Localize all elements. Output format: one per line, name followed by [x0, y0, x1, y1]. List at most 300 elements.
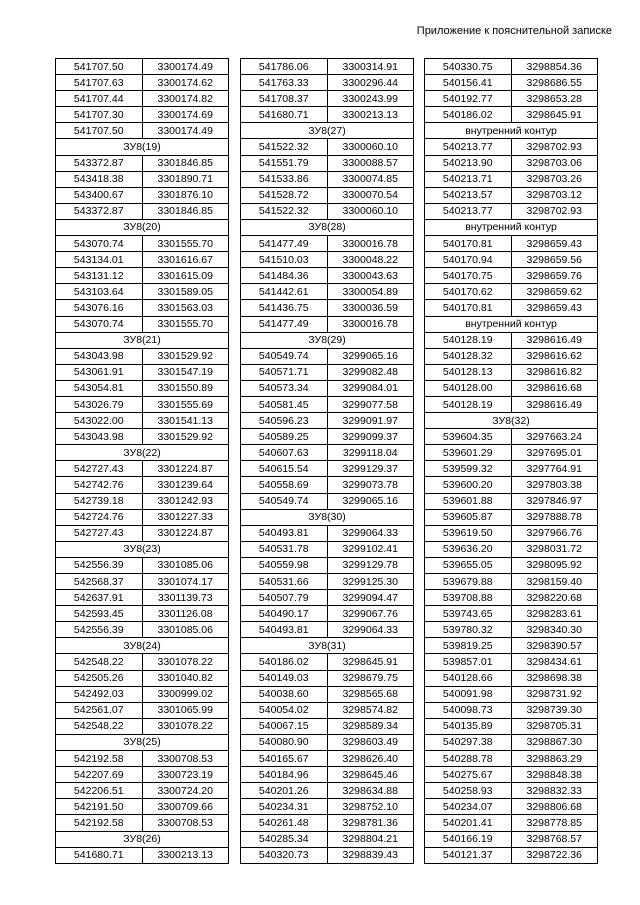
table-row	[56, 316, 229, 332]
x-coordinate-cell: 541477.49	[241, 316, 328, 332]
y-coordinate-cell: 3299129.78	[327, 557, 414, 573]
x-coordinate-cell: 540234.07	[425, 799, 512, 815]
y-coordinate-cell: 3301239.64	[142, 477, 229, 493]
table-row	[241, 574, 414, 590]
x-coordinate-cell: 539605.87	[425, 509, 512, 525]
x-coordinate-cell: 540213.77	[425, 139, 512, 155]
table-row	[425, 284, 598, 300]
x-coordinate-cell: 540128.13	[425, 364, 512, 380]
y-coordinate-cell: 3298565.68	[327, 686, 414, 702]
y-coordinate-cell: 3300296.44	[327, 75, 414, 91]
section-header-row	[241, 332, 414, 348]
y-coordinate-cell: 3298698.38	[511, 670, 598, 686]
table-row	[241, 364, 414, 380]
y-coordinate-cell: 3300213.13	[327, 107, 414, 123]
table-row	[56, 348, 229, 364]
x-coordinate-cell: 540170.75	[425, 268, 512, 284]
section-label: внутренний контур	[425, 123, 598, 139]
table-row	[241, 139, 414, 155]
table-row	[56, 702, 229, 718]
table-row	[241, 107, 414, 123]
x-coordinate-cell: 540128.19	[425, 332, 512, 348]
x-coordinate-cell: 539780.32	[425, 622, 512, 638]
table-row	[425, 59, 598, 75]
table-row	[241, 59, 414, 75]
table-row	[241, 461, 414, 477]
section-header-row	[56, 219, 229, 235]
y-coordinate-cell: 3298703.26	[511, 171, 598, 187]
x-coordinate-cell: 540186.02	[241, 654, 328, 670]
section-label: ЗУ8(26)	[56, 831, 229, 847]
y-coordinate-cell: 3299099.37	[327, 429, 414, 445]
y-coordinate-cell: 3301126.08	[142, 606, 229, 622]
y-coordinate-cell: 3301078.22	[142, 654, 229, 670]
y-coordinate-cell: 3298626.40	[327, 751, 414, 767]
y-coordinate-cell: 3298739.30	[511, 702, 598, 718]
table-row	[241, 557, 414, 573]
x-coordinate-cell: 539601.88	[425, 493, 512, 509]
x-coordinate-cell: 540596.23	[241, 413, 328, 429]
x-coordinate-cell: 540186.02	[425, 107, 512, 123]
x-coordinate-cell: 540213.90	[425, 155, 512, 171]
y-coordinate-cell: 3299118.04	[327, 445, 414, 461]
y-coordinate-cell: 3298645.91	[327, 654, 414, 670]
table-row	[241, 155, 414, 171]
x-coordinate-cell: 540135.89	[425, 718, 512, 734]
table-row	[56, 123, 229, 139]
y-coordinate-cell: 3301616.67	[142, 252, 229, 268]
table-row	[56, 751, 229, 767]
y-coordinate-cell: 3298703.06	[511, 155, 598, 171]
table-row	[425, 718, 598, 734]
section-header-row	[56, 139, 229, 155]
y-coordinate-cell: 3299073.78	[327, 477, 414, 493]
page-header: Приложение к пояснительной записке	[416, 25, 612, 37]
y-coordinate-cell: 3301846.85	[142, 203, 229, 219]
y-coordinate-cell: 3301876.10	[142, 187, 229, 203]
x-coordinate-cell: 540589.25	[241, 429, 328, 445]
y-coordinate-cell: 3298702.93	[511, 139, 598, 155]
x-coordinate-cell: 540493.81	[241, 525, 328, 541]
x-coordinate-cell: 540493.81	[241, 622, 328, 638]
table-row	[241, 187, 414, 203]
table-row	[425, 332, 598, 348]
x-coordinate-cell: 540490.17	[241, 606, 328, 622]
y-coordinate-cell: 3298031.72	[511, 541, 598, 557]
y-coordinate-cell: 3298095.92	[511, 557, 598, 573]
table-row	[425, 847, 598, 863]
y-coordinate-cell: 3301589.05	[142, 284, 229, 300]
y-coordinate-cell: 3300174.69	[142, 107, 229, 123]
x-coordinate-cell: 542727.43	[56, 461, 143, 477]
x-coordinate-cell: 540128.66	[425, 670, 512, 686]
x-coordinate-cell: 542192.58	[56, 815, 143, 831]
y-coordinate-cell: 3300708.53	[142, 815, 229, 831]
y-coordinate-cell: 3298804.21	[327, 831, 414, 847]
x-coordinate-cell: 540531.78	[241, 541, 328, 557]
x-coordinate-cell: 539636.20	[425, 541, 512, 557]
x-coordinate-cell: 543103.64	[56, 284, 143, 300]
table-row	[56, 107, 229, 123]
table-row	[241, 541, 414, 557]
y-coordinate-cell: 3301065.99	[142, 702, 229, 718]
y-coordinate-cell: 3298778.85	[511, 815, 598, 831]
x-coordinate-cell: 541528.72	[241, 187, 328, 203]
section-header-row	[56, 541, 229, 557]
table-row	[56, 461, 229, 477]
x-coordinate-cell: 541707.63	[56, 75, 143, 91]
x-coordinate-cell: 540573.34	[241, 380, 328, 396]
table-row	[425, 203, 598, 219]
table-row	[56, 155, 229, 171]
x-coordinate-cell: 540285.34	[241, 831, 328, 847]
x-coordinate-cell: 541510.03	[241, 252, 328, 268]
y-coordinate-cell: 3298659.43	[511, 236, 598, 252]
y-coordinate-cell: 3300088.57	[327, 155, 414, 171]
x-coordinate-cell: 540558.69	[241, 477, 328, 493]
table-row	[241, 767, 414, 783]
section-header-row	[241, 123, 414, 139]
y-coordinate-cell: 3298603.49	[327, 734, 414, 750]
x-coordinate-cell: 543026.79	[56, 396, 143, 412]
table-row	[241, 783, 414, 799]
table-row	[56, 847, 229, 863]
x-coordinate-cell: 543054.81	[56, 380, 143, 396]
x-coordinate-cell: 541680.71	[241, 107, 328, 123]
table-row	[56, 171, 229, 187]
table-row	[56, 236, 229, 252]
y-coordinate-cell: 3298634.88	[327, 783, 414, 799]
x-coordinate-cell: 540549.74	[241, 348, 328, 364]
x-coordinate-cell: 541707.50	[56, 59, 143, 75]
table-row	[425, 461, 598, 477]
table-row	[425, 171, 598, 187]
x-coordinate-cell: 539679.88	[425, 574, 512, 590]
table-row	[56, 75, 229, 91]
y-coordinate-cell: 3300060.10	[327, 139, 414, 155]
y-coordinate-cell: 3298159.40	[511, 574, 598, 590]
y-coordinate-cell: 3301085.06	[142, 557, 229, 573]
x-coordinate-cell: 540184.96	[241, 767, 328, 783]
section-label: ЗУ8(31)	[241, 638, 414, 654]
table-row	[241, 734, 414, 750]
y-coordinate-cell: 3298722.36	[511, 847, 598, 863]
x-coordinate-cell: 541680.71	[56, 847, 143, 863]
table-row	[56, 509, 229, 525]
y-coordinate-cell: 3300723.19	[142, 767, 229, 783]
table-row	[241, 847, 414, 863]
table-row	[241, 91, 414, 107]
y-coordinate-cell: 3298686.55	[511, 75, 598, 91]
y-coordinate-cell: 3299082.48	[327, 364, 414, 380]
table-row	[56, 59, 229, 75]
table-row	[425, 686, 598, 702]
y-coordinate-cell: 3301547.19	[142, 364, 229, 380]
table-row	[56, 429, 229, 445]
table-row	[425, 525, 598, 541]
x-coordinate-cell: 542637.91	[56, 590, 143, 606]
y-coordinate-cell: 3301563.03	[142, 300, 229, 316]
y-coordinate-cell: 3300043.63	[327, 268, 414, 284]
y-coordinate-cell: 3299102.41	[327, 541, 414, 557]
x-coordinate-cell: 541484.36	[241, 268, 328, 284]
x-coordinate-cell: 540067.15	[241, 718, 328, 734]
table-row	[425, 734, 598, 750]
x-coordinate-cell: 540166.19	[425, 831, 512, 847]
y-coordinate-cell: 3300724.20	[142, 783, 229, 799]
table-row	[241, 171, 414, 187]
x-coordinate-cell: 540201.26	[241, 783, 328, 799]
y-coordinate-cell: 3301529.92	[142, 429, 229, 445]
table-row	[56, 300, 229, 316]
x-coordinate-cell: 539655.05	[425, 557, 512, 573]
y-coordinate-cell: 3299067.76	[327, 606, 414, 622]
x-coordinate-cell: 542727.43	[56, 525, 143, 541]
y-coordinate-cell: 3301040.82	[142, 670, 229, 686]
y-coordinate-cell: 3299125.30	[327, 574, 414, 590]
y-coordinate-cell: 3298806.68	[511, 799, 598, 815]
x-coordinate-cell: 543400.67	[56, 187, 143, 203]
table-row	[56, 606, 229, 622]
y-coordinate-cell: 3298703.12	[511, 187, 598, 203]
y-coordinate-cell: 3300174.82	[142, 91, 229, 107]
section-label: ЗУ8(22)	[56, 445, 229, 461]
y-coordinate-cell: 3298616.82	[511, 364, 598, 380]
x-coordinate-cell: 542556.39	[56, 557, 143, 573]
table-row	[425, 831, 598, 847]
x-coordinate-cell: 539604.35	[425, 429, 512, 445]
x-coordinate-cell: 541708.37	[241, 91, 328, 107]
section-header-row	[56, 332, 229, 348]
x-coordinate-cell: 540213.71	[425, 171, 512, 187]
table-row	[425, 348, 598, 364]
y-coordinate-cell: 3297803.38	[511, 477, 598, 493]
table-row	[425, 155, 598, 171]
section-header-row	[241, 509, 414, 525]
y-coordinate-cell: 3298781.36	[327, 815, 414, 831]
table-row	[241, 300, 414, 316]
x-coordinate-cell: 542561.07	[56, 702, 143, 718]
y-coordinate-cell: 3298839.43	[327, 847, 414, 863]
y-coordinate-cell: 3300070.54	[327, 187, 414, 203]
x-coordinate-cell: 540170.81	[425, 236, 512, 252]
section-header-row	[425, 413, 598, 429]
table-row	[241, 316, 414, 332]
y-coordinate-cell: 3298848.38	[511, 767, 598, 783]
x-coordinate-cell: 540330.75	[425, 59, 512, 75]
table-row	[241, 284, 414, 300]
y-coordinate-cell: 3298854.36	[511, 59, 598, 75]
y-coordinate-cell: 3301615.09	[142, 268, 229, 284]
table-row	[56, 380, 229, 396]
section-label: ЗУ8(27)	[241, 123, 414, 139]
table-row	[56, 187, 229, 203]
x-coordinate-cell: 543372.87	[56, 203, 143, 219]
section-label: внутренний контур	[425, 219, 598, 235]
y-coordinate-cell: 3298659.76	[511, 268, 598, 284]
x-coordinate-cell: 543070.74	[56, 236, 143, 252]
y-coordinate-cell: 3301555.70	[142, 236, 229, 252]
y-coordinate-cell: 3298653.28	[511, 91, 598, 107]
y-coordinate-cell: 3300999.02	[142, 686, 229, 702]
x-coordinate-cell: 540128.32	[425, 348, 512, 364]
x-coordinate-cell: 540080.90	[241, 734, 328, 750]
x-coordinate-cell: 540091.98	[425, 686, 512, 702]
section-header-row	[56, 734, 229, 750]
x-coordinate-cell: 540531.66	[241, 574, 328, 590]
table-row	[241, 815, 414, 831]
x-coordinate-cell: 542556.39	[56, 622, 143, 638]
table-row	[241, 445, 414, 461]
x-coordinate-cell: 543131.12	[56, 268, 143, 284]
section-header-row	[425, 219, 598, 235]
y-coordinate-cell: 3301890.71	[142, 171, 229, 187]
table-row	[425, 509, 598, 525]
table-row	[241, 622, 414, 638]
x-coordinate-cell: 542724.76	[56, 509, 143, 525]
x-coordinate-cell: 543043.98	[56, 429, 143, 445]
x-coordinate-cell: 540128.00	[425, 380, 512, 396]
y-coordinate-cell: 3299065.16	[327, 348, 414, 364]
table-row	[56, 557, 229, 573]
table-row	[241, 654, 414, 670]
table-row	[425, 590, 598, 606]
y-coordinate-cell: 3301227.33	[142, 509, 229, 525]
x-coordinate-cell: 541707.44	[56, 91, 143, 107]
x-coordinate-cell: 542548.22	[56, 654, 143, 670]
y-coordinate-cell: 3298340.30	[511, 622, 598, 638]
table-row	[425, 236, 598, 252]
table-row	[56, 686, 229, 702]
table-row	[56, 718, 229, 734]
section-header-row	[56, 445, 229, 461]
x-coordinate-cell: 541533.86	[241, 171, 328, 187]
x-coordinate-cell: 540098.73	[425, 702, 512, 718]
table-row	[241, 702, 414, 718]
x-coordinate-cell: 540170.81	[425, 300, 512, 316]
x-coordinate-cell: 540320.73	[241, 847, 328, 863]
coordinates-table-1	[55, 58, 229, 864]
y-coordinate-cell: 3301529.92	[142, 348, 229, 364]
table-row	[425, 654, 598, 670]
table-row	[425, 187, 598, 203]
table-row	[56, 525, 229, 541]
table-row	[425, 75, 598, 91]
table-row	[56, 396, 229, 412]
x-coordinate-cell: 543022.00	[56, 413, 143, 429]
x-coordinate-cell: 543372.87	[56, 155, 143, 171]
y-coordinate-cell: 3298616.62	[511, 348, 598, 364]
x-coordinate-cell: 540121.37	[425, 847, 512, 863]
y-coordinate-cell: 3298645.46	[327, 767, 414, 783]
x-coordinate-cell: 542192.58	[56, 751, 143, 767]
table-row	[425, 670, 598, 686]
y-coordinate-cell: 3297846.97	[511, 493, 598, 509]
y-coordinate-cell: 3298574.82	[327, 702, 414, 718]
table-row	[56, 783, 229, 799]
x-coordinate-cell: 539599.32	[425, 461, 512, 477]
x-coordinate-cell: 541522.32	[241, 203, 328, 219]
table-row	[425, 751, 598, 767]
table-row	[241, 606, 414, 622]
x-coordinate-cell: 542548.22	[56, 718, 143, 734]
y-coordinate-cell: 3298832.33	[511, 783, 598, 799]
x-coordinate-cell: 540615.54	[241, 461, 328, 477]
table-row	[425, 477, 598, 493]
table-row	[56, 252, 229, 268]
x-coordinate-cell: 542742.76	[56, 477, 143, 493]
x-coordinate-cell: 541707.50	[56, 123, 143, 139]
y-coordinate-cell: 3300048.22	[327, 252, 414, 268]
x-coordinate-cell: 541477.49	[241, 236, 328, 252]
y-coordinate-cell: 3298705.31	[511, 718, 598, 734]
table-row	[56, 477, 229, 493]
table-row	[425, 799, 598, 815]
table-row	[425, 252, 598, 268]
table-row	[425, 541, 598, 557]
table-row	[241, 751, 414, 767]
x-coordinate-cell: 540581.45	[241, 396, 328, 412]
x-coordinate-cell: 540549.74	[241, 493, 328, 509]
table-row	[56, 284, 229, 300]
y-coordinate-cell: 3301224.87	[142, 525, 229, 541]
x-coordinate-cell: 542207.69	[56, 767, 143, 783]
table-row	[425, 702, 598, 718]
x-coordinate-cell: 540170.62	[425, 284, 512, 300]
y-coordinate-cell: 3297888.78	[511, 509, 598, 525]
x-coordinate-cell: 539819.25	[425, 638, 512, 654]
table-row	[241, 236, 414, 252]
y-coordinate-cell: 3300016.78	[327, 316, 414, 332]
y-coordinate-cell: 3301846.85	[142, 155, 229, 171]
table-row	[425, 767, 598, 783]
x-coordinate-cell: 542505.26	[56, 670, 143, 686]
section-label: ЗУ8(29)	[241, 332, 414, 348]
x-coordinate-cell: 540156.41	[425, 75, 512, 91]
table-row	[56, 268, 229, 284]
table-row	[425, 638, 598, 654]
x-coordinate-cell: 540213.77	[425, 203, 512, 219]
table-row	[425, 139, 598, 155]
section-label: внутренний контур	[425, 316, 598, 332]
x-coordinate-cell: 543134.01	[56, 252, 143, 268]
y-coordinate-cell: 3300074.85	[327, 171, 414, 187]
table-row	[56, 799, 229, 815]
x-coordinate-cell: 540054.02	[241, 702, 328, 718]
coordinates-table-2	[240, 58, 414, 864]
table-row	[56, 91, 229, 107]
y-coordinate-cell: 3298434.61	[511, 654, 598, 670]
table-row	[241, 203, 414, 219]
y-coordinate-cell: 3300016.78	[327, 236, 414, 252]
y-coordinate-cell: 3300314.91	[327, 59, 414, 75]
x-coordinate-cell: 542568.37	[56, 574, 143, 590]
x-coordinate-cell: 542492.03	[56, 686, 143, 702]
y-coordinate-cell: 3299064.33	[327, 622, 414, 638]
x-coordinate-cell: 541522.32	[241, 139, 328, 155]
y-coordinate-cell: 3299065.16	[327, 493, 414, 509]
table-row	[425, 364, 598, 380]
x-coordinate-cell: 540038.60	[241, 686, 328, 702]
table-row	[56, 590, 229, 606]
x-coordinate-cell: 542206.51	[56, 783, 143, 799]
x-coordinate-cell: 540149.03	[241, 670, 328, 686]
table-row	[56, 767, 229, 783]
y-coordinate-cell: 3298768.57	[511, 831, 598, 847]
y-coordinate-cell: 3301224.87	[142, 461, 229, 477]
table-row	[425, 606, 598, 622]
table-row	[241, 493, 414, 509]
